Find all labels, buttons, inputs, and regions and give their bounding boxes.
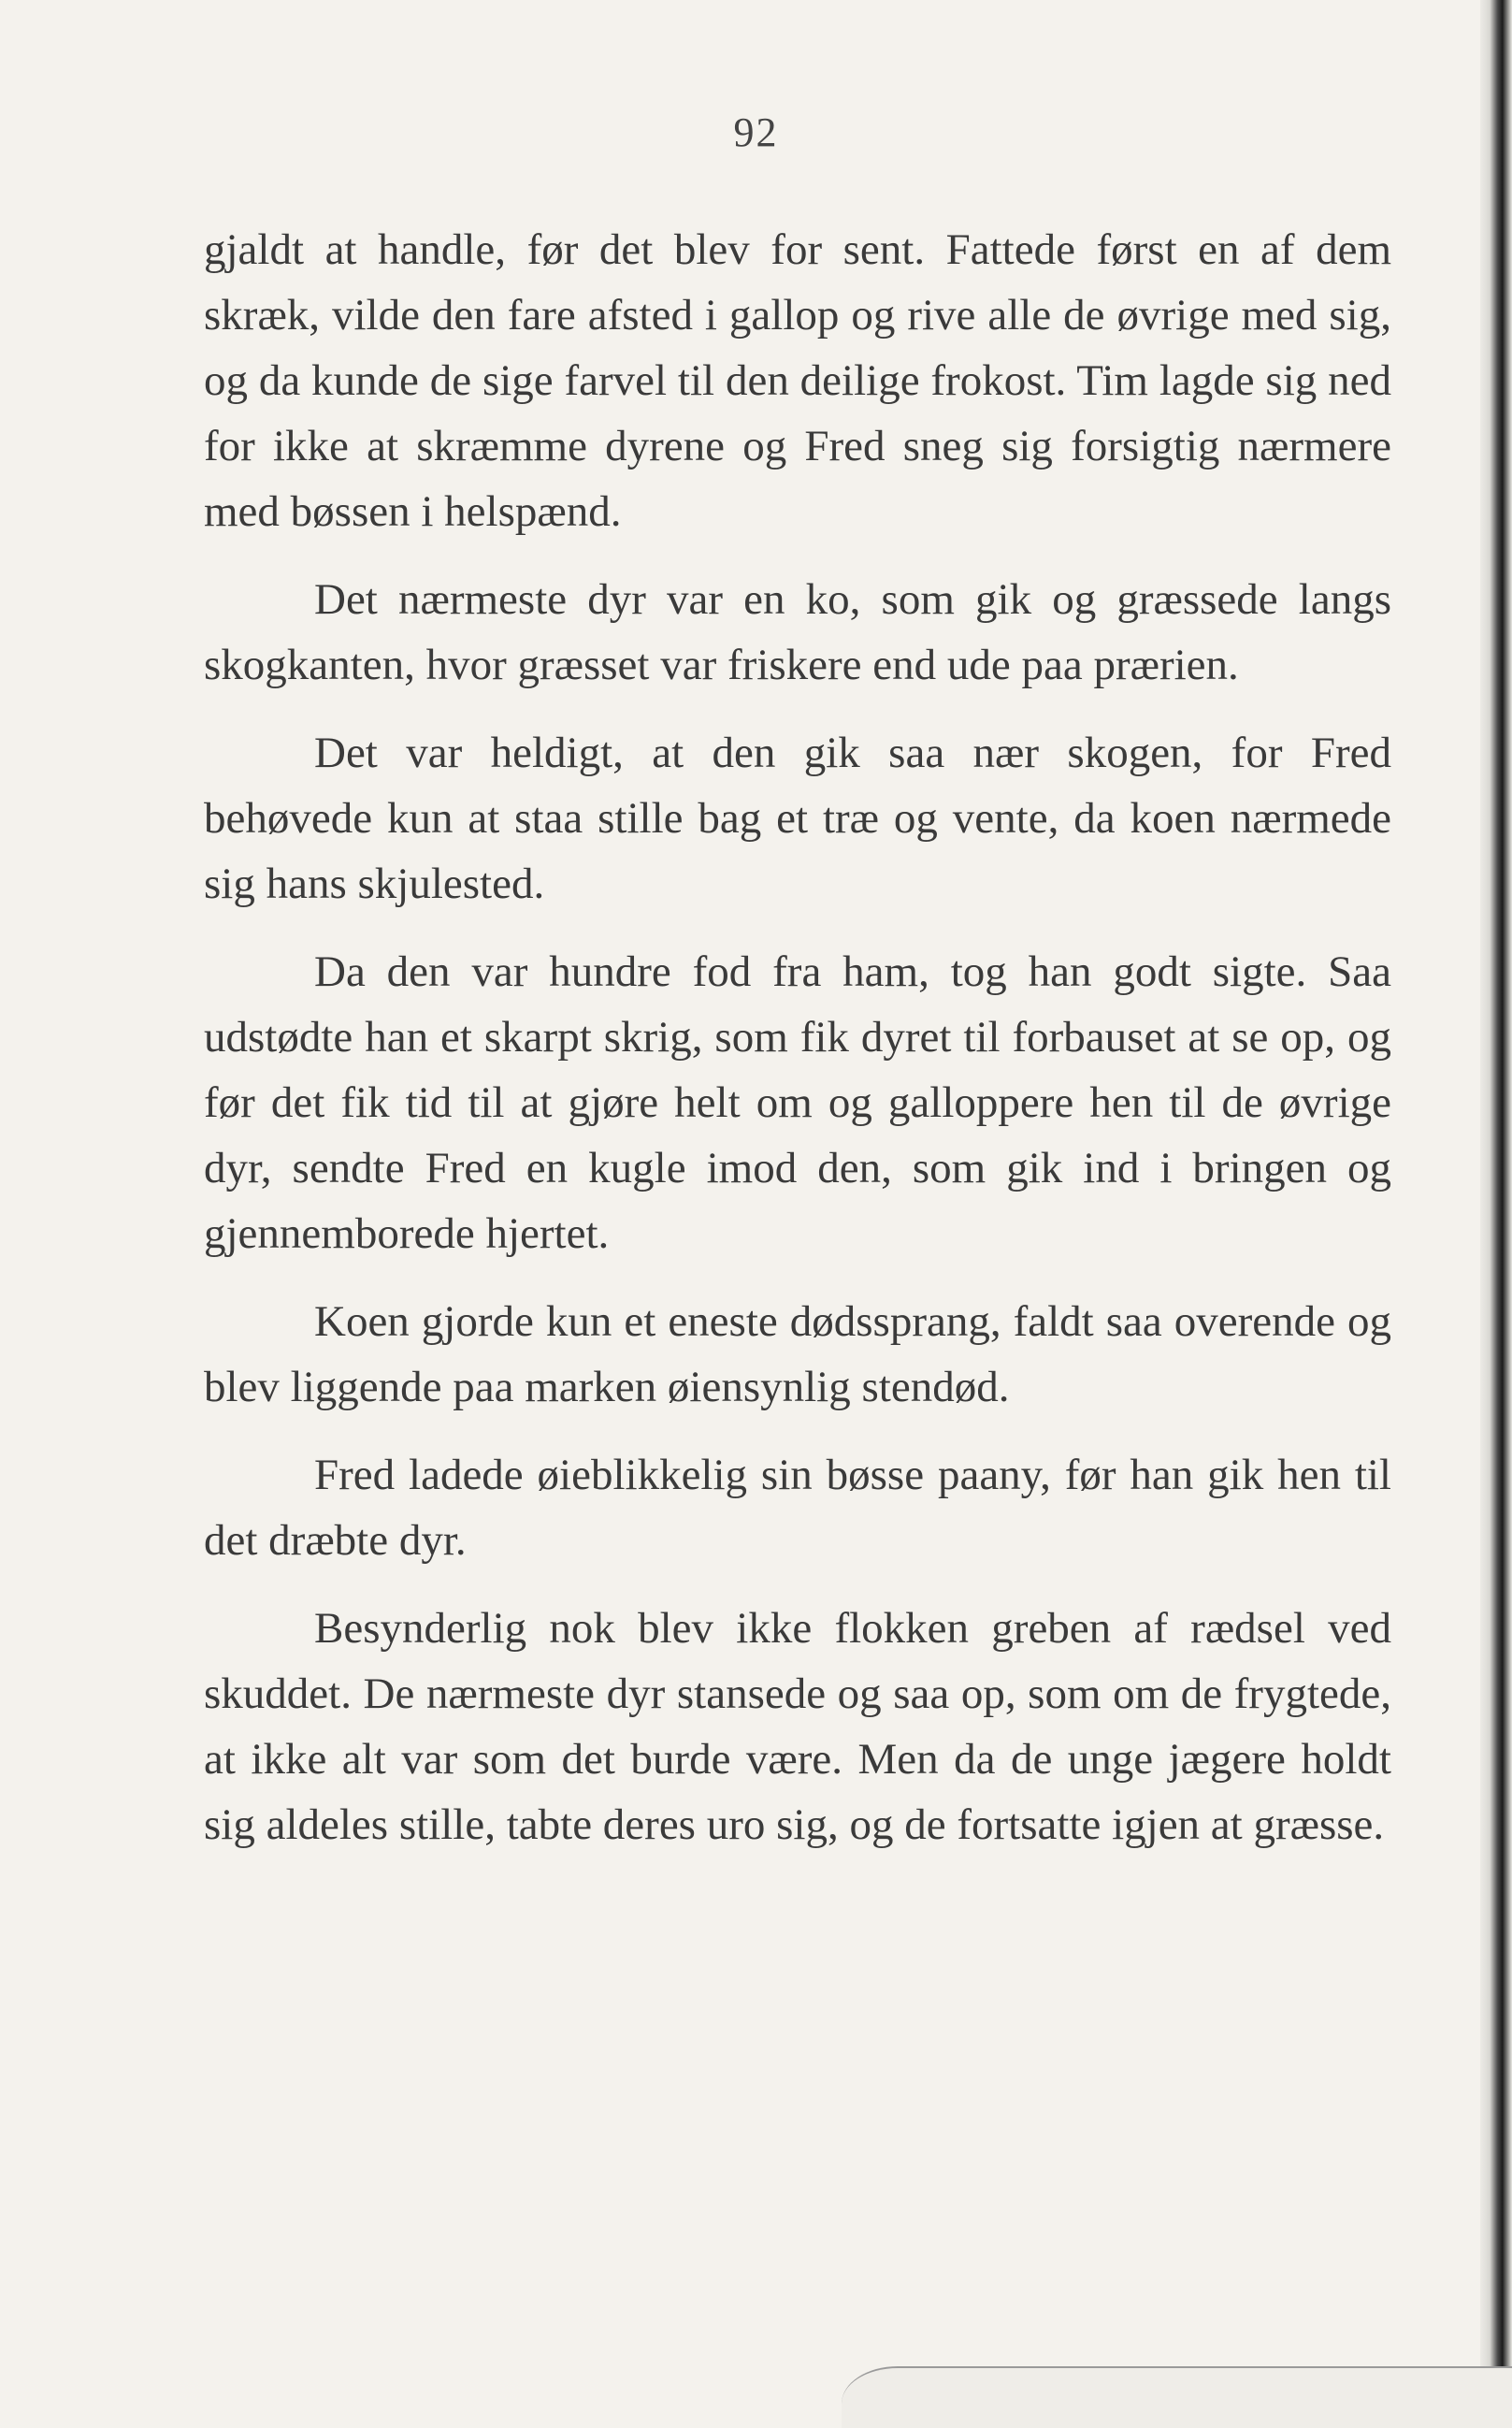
paragraph-6: Fred ladede øieblikkelig sin bøsse paany, før han gik hen til det dræbte dyr. (204, 1451, 1391, 1565)
paragraph-4: Da den var hundre fod fra ham, tog han godt sigte. Saa udstødte han et skarpt skrig, som fik dyret til forbauset at se op, og før det fik tid til at gjøre helt om og galloppere hen til de øvrige dyr, sendte Fred en kugle imod den, som gik ind i bringen og gjennemborede hjertet. (204, 947, 1391, 1258)
page-edge-shadow (1480, 0, 1512, 2428)
paragraph-1: gjaldt at handle, før det blev for sent. Fattede først en af dem skræk, vilde den fare afsted i gallop og rive alle de øvrige med sig, og da kunde de sige farvel til den deilige frokost. Tim lagde sig ned for ikke at skræmme dyrene og Fred sneg sig forsigtig nærmere med bøssen i helspænd. (204, 225, 1391, 536)
paragraph-2: Det nærmeste dyr var en ko, som gik og græssede langs skogkanten, hvor græsset var friskere end ude paa prærien. (204, 575, 1391, 689)
body-text (204, 217, 1391, 1880)
page-curl (842, 2366, 1512, 2428)
paragraph-3: Det var heldigt, at den gik saa nær skogen, for Fred behøvede kun at staa stille bag et træ og vente, da koen nærmede sig hans skjulested. (204, 729, 1391, 908)
paragraph-5: Koen gjorde kun et eneste dødssprang, faldt saa overende og blev liggende paa marken øiensynlig stendød. (204, 1297, 1391, 1411)
paragraph-7: Besynderlig nok blev ikke flokken greben af rædsel ved skuddet. De nærmeste dyr stansede og saa op, som om de frygtede, at ikke alt var som det burde være. Men da de unge jægere holdt sig aldeles stille, tabte deres uro sig, og de fortsatte igjen at græsse. (204, 1604, 1391, 1849)
page-number: 92 (733, 109, 779, 155)
